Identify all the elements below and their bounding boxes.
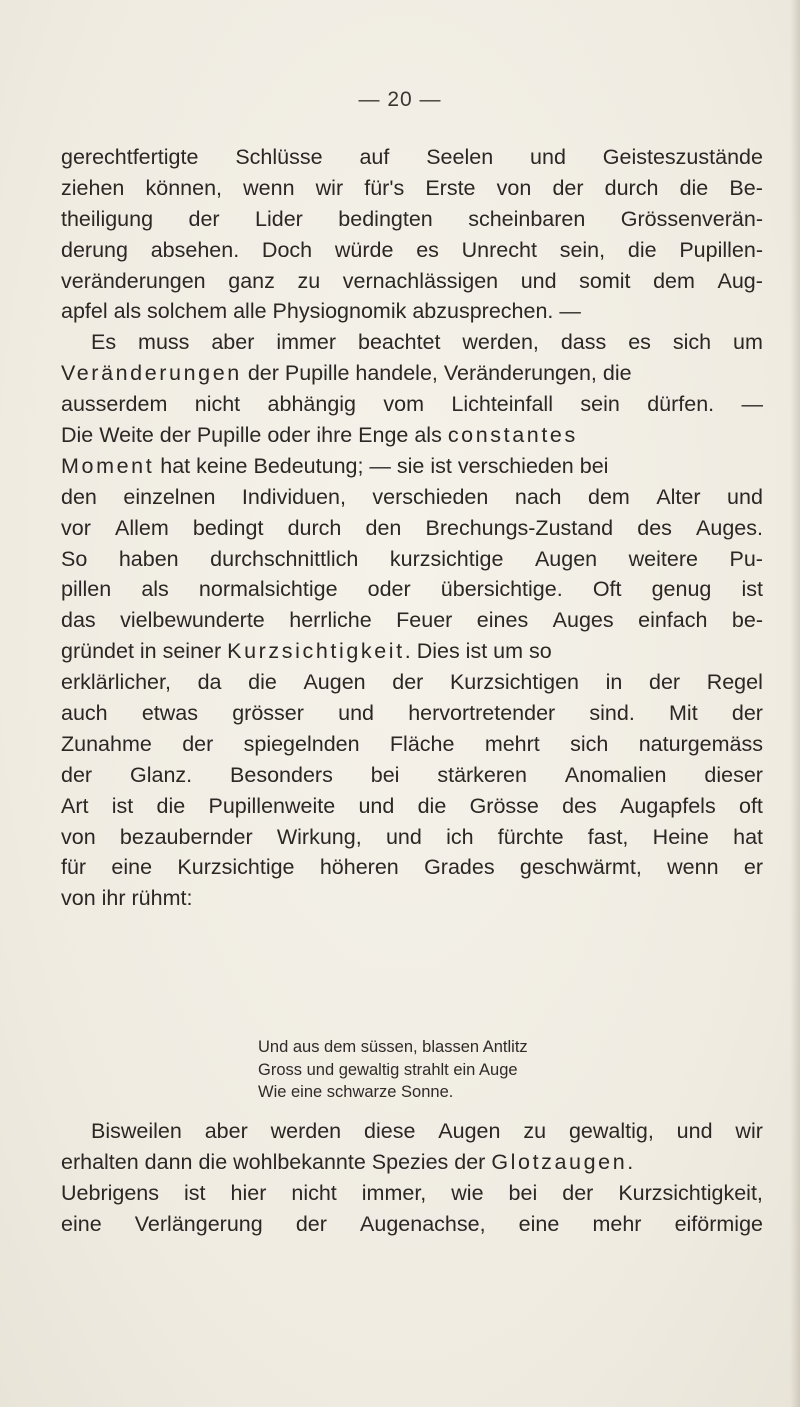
text-line: den einzelnen Individuen, verschieden nach dem Alter und bbox=[61, 484, 763, 509]
text-line: erklärlicher, da die Augen der Kurzsichtigen in der Regel bbox=[61, 670, 763, 695]
text-line: Bisweilen aber werden diese Augen zu gewaltig, und wir bbox=[91, 1119, 763, 1143]
text-line: auch etwas grösser und hervortretender sind. Mit der bbox=[61, 701, 763, 726]
text-line: derung absehen. Doch würde es Unrecht sein, die Pupillen- bbox=[61, 237, 763, 262]
text-line: Es muss aber immer beachtet werden, dass es sich um bbox=[91, 330, 763, 355]
text-line: apfel als solchem alle Physiognomik abzusprechen. — bbox=[61, 299, 581, 324]
text-line: Art ist die Pupillenweite und die Grösse des Augapfels oft bbox=[61, 793, 763, 818]
emphasis-spaced: Glotzaugen bbox=[491, 1149, 628, 1174]
emphasis-spaced: Moment bbox=[61, 453, 155, 478]
text-line: von bezaubernder Wirkung, und ich fürchte fast, Heine hat bbox=[61, 824, 763, 849]
text-line: pillen als normalsichtige oder übersichtige. Oft genug ist bbox=[61, 577, 763, 602]
text-line: der Glanz. Besonders bei stärkeren Anomalien dieser bbox=[61, 762, 763, 787]
text-line: theiligung der Lider bedingten scheinbaren Grössenverän- bbox=[61, 206, 763, 231]
page-edge-shadow bbox=[790, 0, 800, 1407]
text-line: von ihr rühmt: bbox=[61, 886, 193, 911]
text-line: eine Verlängerung der Augenachse, eine mehr eiförmige bbox=[61, 1211, 763, 1236]
text-line: Die Weite der Pupille oder ihre Enge als constantes bbox=[61, 423, 578, 448]
text-line: ausserdem nicht abhängig vom Lichteinfall sein dürfen. — bbox=[61, 392, 763, 417]
text-line: Zunahme der spiegelnden Fläche mehrt sich naturgemäss bbox=[61, 731, 763, 756]
page-number: — 20 — bbox=[358, 88, 442, 111]
text-line: veränderungen ganz zu vernachlässigen und somit dem Aug- bbox=[61, 268, 763, 293]
paragraph-1-and-2 bbox=[61, 142, 763, 914]
text-line: Moment hat keine Bedeutung; — sie ist verschieden bei bbox=[61, 453, 609, 478]
text-line: So haben durchschnittlich kurzsichtige Augen weitere Pu- bbox=[61, 546, 763, 571]
emphasis-spaced: constantes bbox=[447, 423, 578, 448]
text-line: erhalten dann die wohlbekannte Spezies der Glotzaugen. bbox=[61, 1149, 634, 1174]
text-line: für eine Kurzsichtige höheren Grades geschwärmt, wenn er bbox=[61, 855, 763, 880]
poem-line: Und aus dem süssen, blassen Antlitz bbox=[258, 1038, 528, 1056]
text-line: das vielbewunderte herrliche Feuer eines Auges einfach be- bbox=[61, 608, 763, 633]
text-line: Uebrigens ist hier nicht immer, wie bei der Kurzsichtigkeit, bbox=[61, 1180, 763, 1205]
text-line: vor Allem bedingt durch den Brechungs-Zustand des Auges. bbox=[61, 515, 763, 540]
poem-line: Gross und gewaltig strahlt ein Auge bbox=[258, 1060, 518, 1079]
text-line: gründet in seiner Kurzsichtigkeit. Dies ist um so bbox=[61, 639, 552, 664]
text-line: ziehen können, wenn wir für's Erste von der durch die Be- bbox=[61, 175, 763, 200]
text-line: Veränderungen der Pupille handele, Veränderungen, die bbox=[61, 361, 632, 386]
poem-line: Wie eine schwarze Sonne. bbox=[258, 1083, 454, 1102]
text-line: gerechtfertigte Schlüsse auf Seelen und Geisteszustände bbox=[61, 145, 763, 169]
heine-quotation bbox=[258, 1036, 528, 1104]
emphasis-spaced: Kurzsichtigkeit bbox=[227, 639, 405, 664]
paragraph-3 bbox=[61, 1116, 763, 1240]
emphasis-spaced: Veränderungen bbox=[61, 361, 242, 386]
